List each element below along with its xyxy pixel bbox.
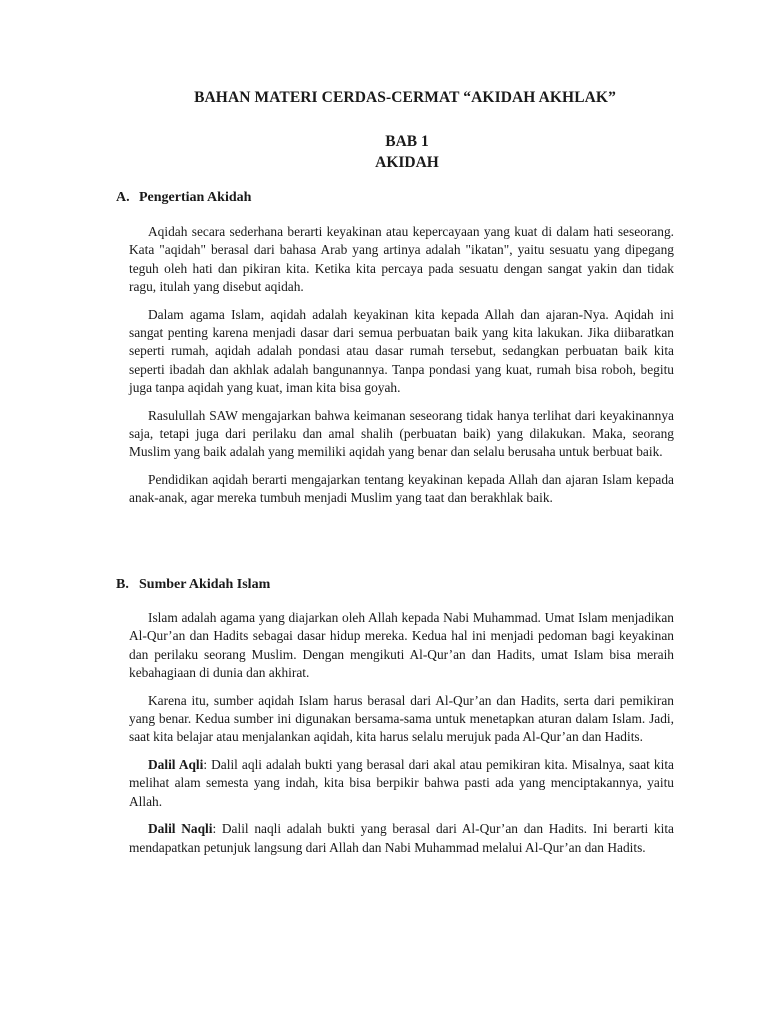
section-a-letter: A. <box>116 190 130 205</box>
dalil-aqli-text: : Dalil aqli adalah bukti yang berasal dari akal atau pemikiran kita. Misalnya, saat kita melihat alam semesta yang indah, kita bisa berpikir bahwa pasti ada yang menciptakannya, yaitu Allah. <box>129 757 674 809</box>
section-b-paragraph-2: Karena itu, sumber aqidah Islam harus berasal dari Al-Qur’an dan Hadits, serta dari pemikiran yang benar. Kedua sumber ini digunakan bersama-sama untuk menetapkan aturan dalam Islam. Jadi, saat kita belajar atau menjalankan aqidah, kita harus selalu merujuk pada Al-Qur’an dan Hadits. <box>129 692 674 745</box>
dalil-aqli-term: Dalil Aqli <box>148 757 204 773</box>
section-a-heading <box>116 190 251 206</box>
section-a-title: Pengertian Akidah <box>139 190 252 205</box>
section-b-paragraph-1: Islam adalah agama yang diajarkan oleh Allah kepada Nabi Muhammad. Umat Islam menjadikan Al-Qur’an dan Hadits sebagai dasar hidup mereka. Kedua hal ini menjadi pedoman bagi keyakinan dan perilaku seorang Muslim. Dengan mengikuti Al-Qur’an dan Hadits, umat Islam bisa meraih kebahagiaan di dunia dan akhirat. <box>129 610 674 680</box>
section-b-heading <box>116 577 270 593</box>
dalil-naqli-term: Dalil Naqli <box>148 821 213 837</box>
section-a-paragraph-1: Aqidah secara sederhana berarti keyakinan atau kepercayaan yang kuat di dalam hati seseorang. Kata "aqidah" berasal dari bahasa Arab yang artinya adalah "ikatan", yaitu sesuatu yang dipegang teguh oleh hati dan pikiran kita. Ketika kita percaya pada sesuatu dengan sangat yakin dan tidak ragu, itulah yang disebut aqidah. <box>129 224 674 294</box>
section-a-body <box>129 223 674 517</box>
section-b-body <box>129 609 674 867</box>
dalil-naqli-text: : Dalil naqli adalah bukti yang berasal dari Al-Qur’an dan Hadits. Ini berarti kita mendapatkan petunjuk langsung dari Allah dan Nabi Muhammad melalui Al-Qur’an dan Hadits. <box>129 821 674 855</box>
dalil-naqli-paragraph <box>129 820 674 857</box>
section-a-paragraph-2: Dalam agama Islam, aqidah adalah keyakinan kita kepada Allah dan ajaran-Nya. Aqidah ini sangat penting karena menjadi dasar dari semua perbuatan baik yang kita lakukan. Jika diibaratkan seperti rumah, aqidah adalah pondasi atau dasar rumah tersebut, sedangkan perbuatan baik kita seperti ibadah dan akhlak adalah bangunannya. Tanpa pondasi yang kuat, rumah bisa roboh, begitu juga tanpa aqidah yang kuat, iman kita bisa goyah. <box>129 306 674 395</box>
section-a-paragraph-3: Rasulullah SAW mengajarkan bahwa keimanan seseorang tidak hanya terlihat dari keyakinannya saja, tetapi juga dari perilaku dan amal shalih (perbuatan baik) yang dilakukan. Maka, seorang Muslim yang baik adalah yang memiliki aqidah yang benar dan selalu berusaha untuk berbuat baik. <box>129 407 674 460</box>
chapter-name: AKIDAH <box>375 154 439 171</box>
chapter-number: BAB 1 <box>385 133 429 150</box>
section-a-paragraph-4: Pendidikan aqidah berarti mengajarkan tentang keyakinan kepada Allah dan ajaran Islam kepada anak-anak, agar mereka tumbuh menjadi Muslim yang taat dan berakhlak baik. <box>129 472 674 506</box>
section-b-letter: B. <box>116 577 129 592</box>
section-b-title: Sumber Akidah Islam <box>139 577 271 592</box>
dalil-aqli-paragraph <box>129 756 674 811</box>
document-title: BAHAN MATERI CERDAS-CERMAT “AKIDAH AKHLAK” <box>194 89 616 106</box>
